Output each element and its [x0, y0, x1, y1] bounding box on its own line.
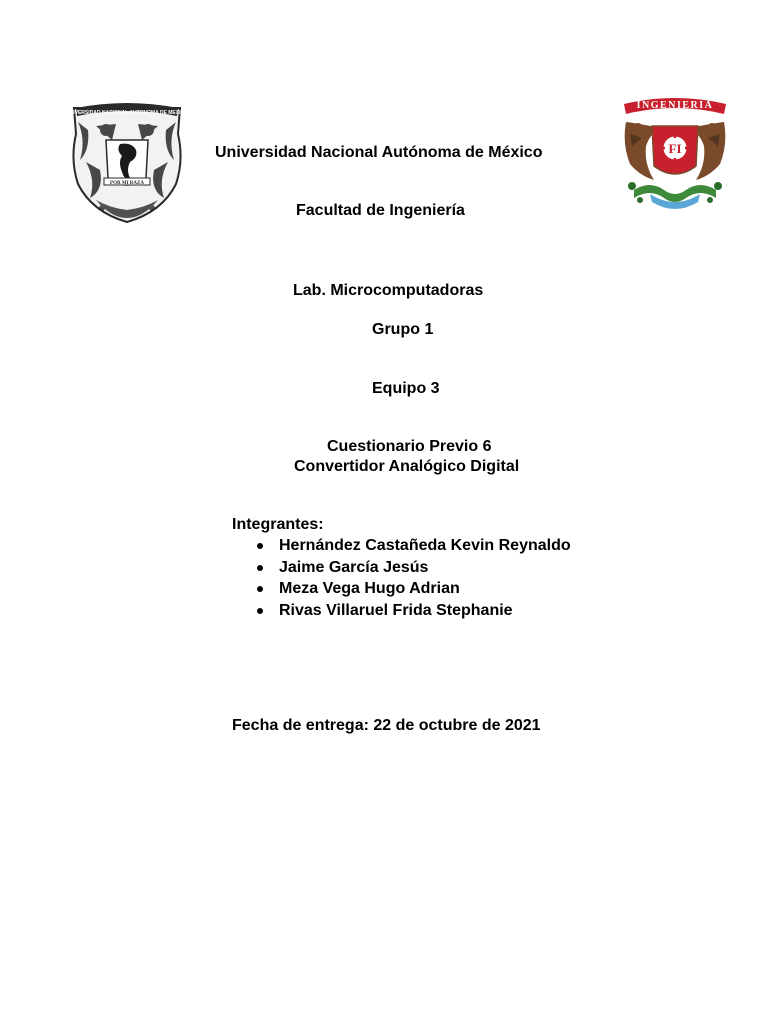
delivery-date: Fecha de entrega: 22 de octubre de 2021: [232, 717, 541, 734]
list-item: [232, 535, 571, 557]
svg-text:FI: FI: [668, 141, 682, 156]
list-item: [232, 600, 571, 622]
bullet-icon: [257, 586, 263, 592]
bullet-icon: [257, 543, 263, 549]
list-item: [232, 557, 571, 579]
member-name: Hernández Castañeda Kevin Reynaldo: [279, 537, 571, 554]
member-name: Rivas Villaruel Frida Stephanie: [279, 601, 513, 619]
university-name: Universidad Nacional Autónoma de México: [215, 144, 543, 161]
group-number: Grupo 1: [372, 321, 434, 338]
members-label: Integrantes:: [232, 516, 324, 533]
assignment-subtitle: Convertidor Analógico Digital: [294, 458, 520, 475]
svg-text:UNIVERSIDAD NACIONAL AUTONOMA: UNIVERSIDAD NACIONAL AUTONOMA DE MEXICO: [66, 110, 188, 116]
unam-seal-logo: [66, 100, 188, 224]
list-item: [232, 578, 571, 600]
assignment-title: Cuestionario Previo 6: [327, 438, 492, 455]
members-list: [232, 535, 571, 621]
bullet-icon: [257, 608, 263, 614]
fi-crest-logo: [620, 94, 730, 214]
team-number: Equipo 3: [372, 380, 440, 397]
svg-text:INGENIERIA: INGENIERIA: [636, 100, 714, 111]
svg-text:POR MI RAZA: POR MI RAZA: [110, 181, 144, 186]
bullet-icon: [257, 565, 263, 571]
member-name: Meza Vega Hugo Adrian: [279, 580, 460, 597]
lab-name: Lab. Microcomputadoras: [293, 282, 484, 299]
member-name: Jaime García Jesús: [279, 558, 429, 576]
faculty-name: Facultad de Ingeniería: [296, 202, 465, 219]
